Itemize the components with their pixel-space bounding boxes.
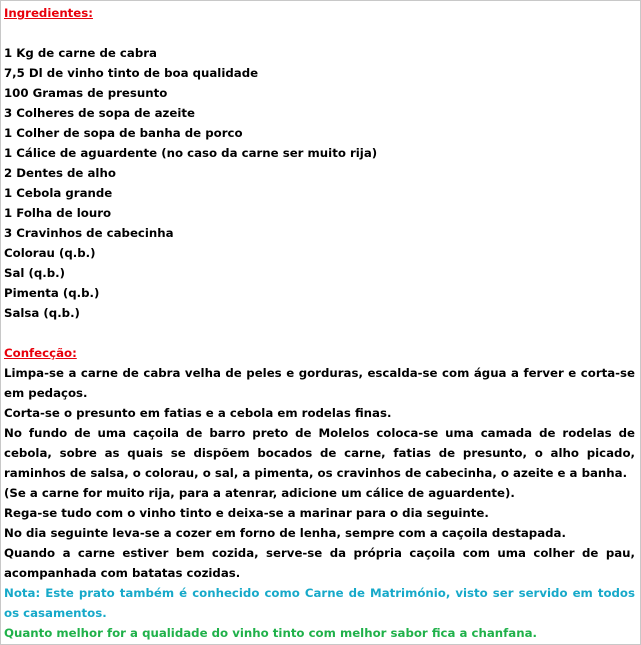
ingredient-item: Salsa (q.b.)	[4, 306, 80, 320]
recipe-note: Nota: Este prato também é conhecido como Carne de Matrimónio, visto ser servido em todos os casamentos.	[4, 586, 635, 620]
ingredient-item: 1 Cálice de aguardente (no caso da carne ser muito rija)	[4, 146, 378, 160]
recipe-body	[4, 3, 635, 643]
ingredient-item: 3 Cravinhos de cabecinha	[4, 226, 174, 240]
preparation-step: Quando a carne estiver bem cozida, serve-se da própria caçoila com uma colher de pau, acompanhada com batatas cozidas.	[4, 546, 635, 580]
ingredient-item: Pimenta (q.b.)	[4, 286, 100, 300]
ingredient-item: Colorau (q.b.)	[4, 246, 96, 260]
ingredient-item: 1 Folha de louro	[4, 206, 112, 220]
preparation-steps	[4, 363, 635, 583]
ingredients-heading: Ingredientes:	[4, 6, 93, 20]
preparation-step: No dia seguinte leva-se a cozer em forno de lenha, sempre com a caçoila destapada.	[4, 526, 566, 540]
preparation-step: Rega-se tudo com o vinho tinto e deixa-se a marinar para o dia seguinte.	[4, 506, 489, 520]
preparation-step: Limpa-se a carne de cabra velha de peles e gorduras, escalda-se com água a ferver e corta-se em pedaços.	[4, 366, 635, 400]
ingredient-item: 1 Kg de carne de cabra	[4, 46, 157, 60]
spacer	[4, 323, 635, 343]
ingredient-item: 1 Cebola grande	[4, 186, 113, 200]
preparation-step: No fundo de uma caçoila de barro preto de Molelos coloca-se uma camada de rodelas de cebola, sobre as quais se dispõem bocados de carne, fatias de presunto, o alho picado, raminhos de salsa, o colorau, o sal, a pimenta, os cravinhos de cabecinha, o azeite e a banha.	[4, 426, 635, 480]
preparation-step: (Se a carne for muito rija, para a atenrar, adicione um cálice de aguardente).	[4, 486, 515, 500]
ingredient-item: 2 Dentes de alho	[4, 166, 116, 180]
ingredient-item: Sal (q.b.)	[4, 266, 65, 280]
ingredient-item: 7,5 Dl de vinho tinto de boa qualidade	[4, 66, 259, 80]
ingredient-item: 1 Colher de sopa de banha de porco	[4, 126, 243, 140]
spacer	[4, 23, 635, 43]
ingredient-item: 100 Gramas de presunto	[4, 86, 168, 100]
preparation-step: Corta-se o presunto em fatias e a cebola em rodelas finas.	[4, 406, 392, 420]
wine-tip: Quanto melhor for a qualidade do vinho tinto com melhor sabor fica a chanfana.	[4, 626, 537, 640]
ingredient-item: 3 Colheres de sopa de azeite	[4, 106, 195, 120]
preparation-heading: Confecção:	[4, 346, 77, 360]
ingredients-list	[4, 43, 635, 323]
